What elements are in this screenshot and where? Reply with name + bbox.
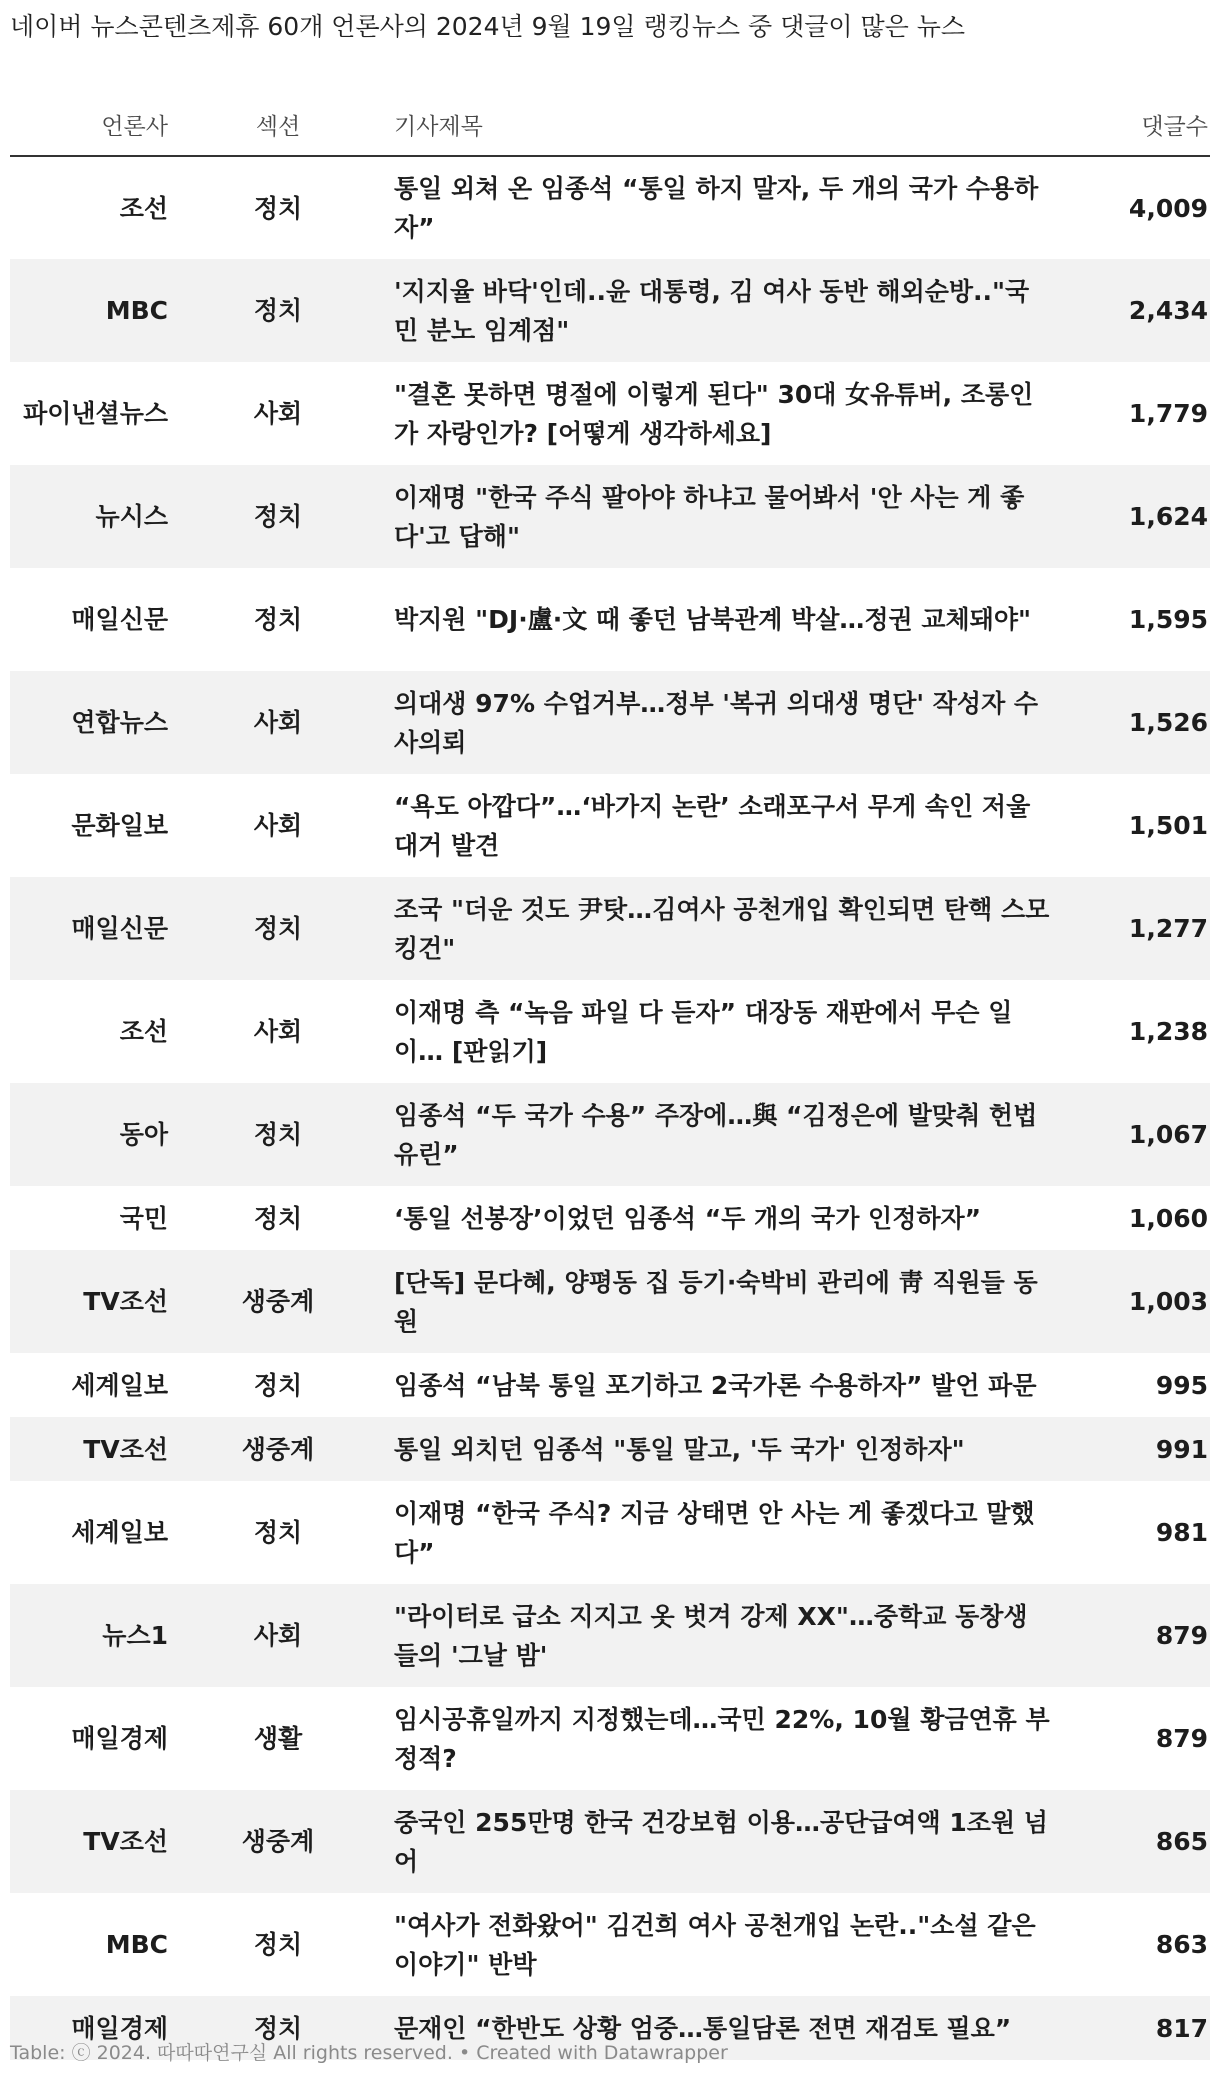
headline-cell: 이재명 "한국 주식 팔아야 하냐고 물어봐서 '안 사는 게 좋다'고 답해"	[394, 482, 1025, 551]
comment-count-cell: 4,009	[1128, 193, 1208, 223]
comment-count-cell: 817	[1155, 2013, 1208, 2043]
ranking-table	[10, 94, 1210, 2060]
publisher-cell: 매일신문	[71, 914, 168, 943]
comment-count-cell: 1,060	[1128, 1203, 1208, 1233]
publisher-cell: MBC	[105, 296, 168, 325]
table-row	[10, 259, 1210, 362]
publisher-cell: 문화일보	[71, 811, 168, 840]
section-cell: 사회	[253, 1621, 303, 1650]
table-row	[10, 1790, 1210, 1893]
section-cell: 정치	[253, 1518, 303, 1547]
section-cell: 정치	[253, 2013, 303, 2043]
headline-cell: ‘통일 선봉장’이었던 임종석 “두 개의 국가 인정하자”	[394, 1203, 982, 1233]
publisher-cell: TV조선	[83, 1287, 168, 1316]
comment-count-cell: 2,434	[1128, 296, 1208, 325]
table-row	[10, 568, 1210, 671]
headline-cell: 박지원 "DJ·盧·文 때 좋던 남북관계 박살…정권 교체돼야"	[394, 605, 1032, 634]
publisher-cell: 뉴시스	[95, 502, 168, 531]
comment-count-cell: 1,624	[1128, 502, 1208, 531]
section-cell: 사회	[253, 1017, 303, 1046]
section-cell: 정치	[253, 502, 303, 531]
header-headline[interactable]: 기사제목	[388, 94, 1060, 156]
comment-count-cell: 863	[1155, 1930, 1208, 1959]
header-comments[interactable]: 댓글수	[1060, 94, 1210, 156]
table-row	[10, 1250, 1210, 1353]
publisher-cell: TV조선	[83, 1827, 168, 1856]
comment-count-cell: 991	[1155, 1434, 1208, 1464]
comment-count-cell: 1,501	[1128, 811, 1208, 840]
comment-count-cell: 1,067	[1128, 1120, 1208, 1149]
table-title: 네이버 뉴스콘텐츠제휴 60개 언론사의 2024년 9월 19일 랭킹뉴스 중 댓글이 많은 뉴스	[10, 12, 966, 41]
publisher-cell: 뉴스1	[102, 1621, 168, 1650]
publisher-cell: 매일경제	[71, 2013, 168, 2043]
publisher-cell: 매일경제	[71, 1724, 168, 1753]
table-row	[10, 1186, 1210, 1250]
publisher-cell: 연합뉴스	[71, 708, 168, 737]
section-cell: 사회	[253, 811, 303, 840]
headline-cell: 이재명 측 “녹음 파일 다 듣자” 대장동 재판에서 무슨 일이… [판읽기]	[394, 997, 1013, 1066]
section-cell: 사회	[253, 708, 303, 737]
comment-count-cell: 981	[1155, 1518, 1208, 1547]
comment-count-cell: 995	[1155, 1370, 1208, 1400]
headline-cell: "여사가 전화왔어" 김건희 여사 공천개입 논란.."소설 같은 이야기" 반박	[394, 1910, 1036, 1979]
section-cell: 사회	[253, 399, 303, 428]
table-row	[10, 1893, 1210, 1996]
headline-cell: 임종석 “두 국가 수용” 주장에…與 “김정은에 발맞춰 헌법 유린”	[394, 1100, 1038, 1169]
headline-cell: 의대생 97% 수업거부…정부 '복귀 의대생 명단' 작성자 수사의뢰	[394, 688, 1039, 757]
publisher-cell: MBC	[105, 1930, 168, 1959]
headline-cell: 문재인 “한반도 상황 엄중…통일담론 전면 재검토 필요”	[394, 2013, 1012, 2043]
table-row	[10, 1083, 1210, 1186]
comment-count-cell: 1,779	[1128, 399, 1208, 428]
headline-cell: [단독] 문다혜, 양평동 집 등기·숙박비 관리에 靑 직원들 동원	[394, 1267, 1038, 1336]
section-cell: 생활	[253, 1724, 303, 1753]
comment-count-cell: 879	[1155, 1724, 1208, 1753]
table-row	[10, 362, 1210, 465]
section-cell: 정치	[253, 1120, 303, 1149]
table-row	[10, 1417, 1210, 1481]
section-cell: 정치	[253, 193, 303, 223]
section-cell: 정치	[253, 605, 303, 634]
headline-cell: 임종석 “남북 통일 포기하고 2국가론 수용하자” 발언 파문	[394, 1370, 1037, 1400]
headline-cell: 조국 "더운 것도 尹탓…김여사 공천개입 확인되면 탄핵 스모킹건"	[394, 894, 1050, 963]
publisher-cell: TV조선	[83, 1434, 168, 1464]
headline-cell: 중국인 255만명 한국 건강보험 이용…공단급여액 1조원 넘어	[394, 1807, 1048, 1876]
comment-count-cell: 1,595	[1128, 605, 1208, 634]
comment-count-cell: 1,526	[1128, 708, 1208, 737]
headline-cell: 이재명 “한국 주식? 지금 상태면 안 사는 게 좋겠다고 말했다”	[394, 1498, 1035, 1567]
publisher-cell: 조선	[119, 1017, 168, 1046]
table-row	[10, 156, 1210, 259]
header-row	[10, 94, 1210, 156]
headline-cell: 통일 외쳐 온 임종석 “통일 하지 말자, 두 개의 국가 수용하자”	[394, 174, 1039, 242]
headline-cell: 통일 외치던 임종석 "통일 말고, '두 국가' 인정하자"	[394, 1434, 965, 1464]
headline-cell: 임시공휴일까지 지정했는데…국민 22%, 10월 황금연휴 부정적?	[394, 1704, 1050, 1773]
headline-cell: '지지율 바닥'인데..윤 대통령, 김 여사 동반 해외순방.."국민 분노 임계점"	[394, 276, 1030, 345]
publisher-cell: 매일신문	[71, 605, 168, 634]
headline-cell: "라이터로 급소 지지고 옷 벗겨 강제 XX"…중학교 동창생들의 '그날 밤'	[394, 1601, 1028, 1670]
headline-cell: “욕도 아깝다”…‘바가지 논란’ 소래포구서 무게 속인 저울 대거 발견	[394, 791, 1031, 860]
comment-count-cell: 865	[1155, 1827, 1208, 1856]
publisher-cell: 세계일보	[71, 1370, 168, 1400]
comment-count-cell: 879	[1155, 1621, 1208, 1650]
comment-count-cell: 1,277	[1128, 914, 1208, 943]
section-cell: 정치	[253, 296, 303, 325]
header-section[interactable]: 섹션	[168, 94, 388, 156]
section-cell: 생중계	[241, 1827, 315, 1856]
publisher-cell: 국민	[119, 1203, 168, 1233]
table-row	[10, 1353, 1210, 1417]
table-row	[10, 1687, 1210, 1790]
table-row	[10, 774, 1210, 877]
publisher-cell: 세계일보	[71, 1518, 168, 1547]
table-body	[10, 156, 1210, 2060]
table-footer: Table: ⓒ 2024. 따따따연구실 All rights reserved. • Created with Datawrapper	[10, 2042, 728, 2064]
section-cell: 정치	[253, 1930, 303, 1959]
section-cell: 정치	[253, 1370, 303, 1400]
publisher-cell: 파이낸셜뉴스	[23, 399, 168, 428]
table-row	[10, 671, 1210, 774]
table-row	[10, 1584, 1210, 1687]
section-cell: 생중계	[241, 1434, 315, 1464]
table-row	[10, 877, 1210, 980]
headline-cell: "결혼 못하면 명절에 이렇게 된다" 30대 女유튜버, 조롱인가 자랑인가? [어떻게 생각하세요]	[394, 379, 1034, 448]
publisher-cell: 동아	[119, 1120, 168, 1149]
comment-count-cell: 1,003	[1128, 1287, 1208, 1316]
comment-count-cell: 1,238	[1128, 1017, 1208, 1046]
header-publisher[interactable]: 언론사	[10, 94, 168, 156]
table-row	[10, 465, 1210, 568]
section-cell: 정치	[253, 914, 303, 943]
section-cell: 생중계	[241, 1287, 315, 1316]
table-row	[10, 980, 1210, 1083]
table-row	[10, 1481, 1210, 1584]
publisher-cell: 조선	[119, 193, 168, 223]
section-cell: 정치	[253, 1203, 303, 1233]
